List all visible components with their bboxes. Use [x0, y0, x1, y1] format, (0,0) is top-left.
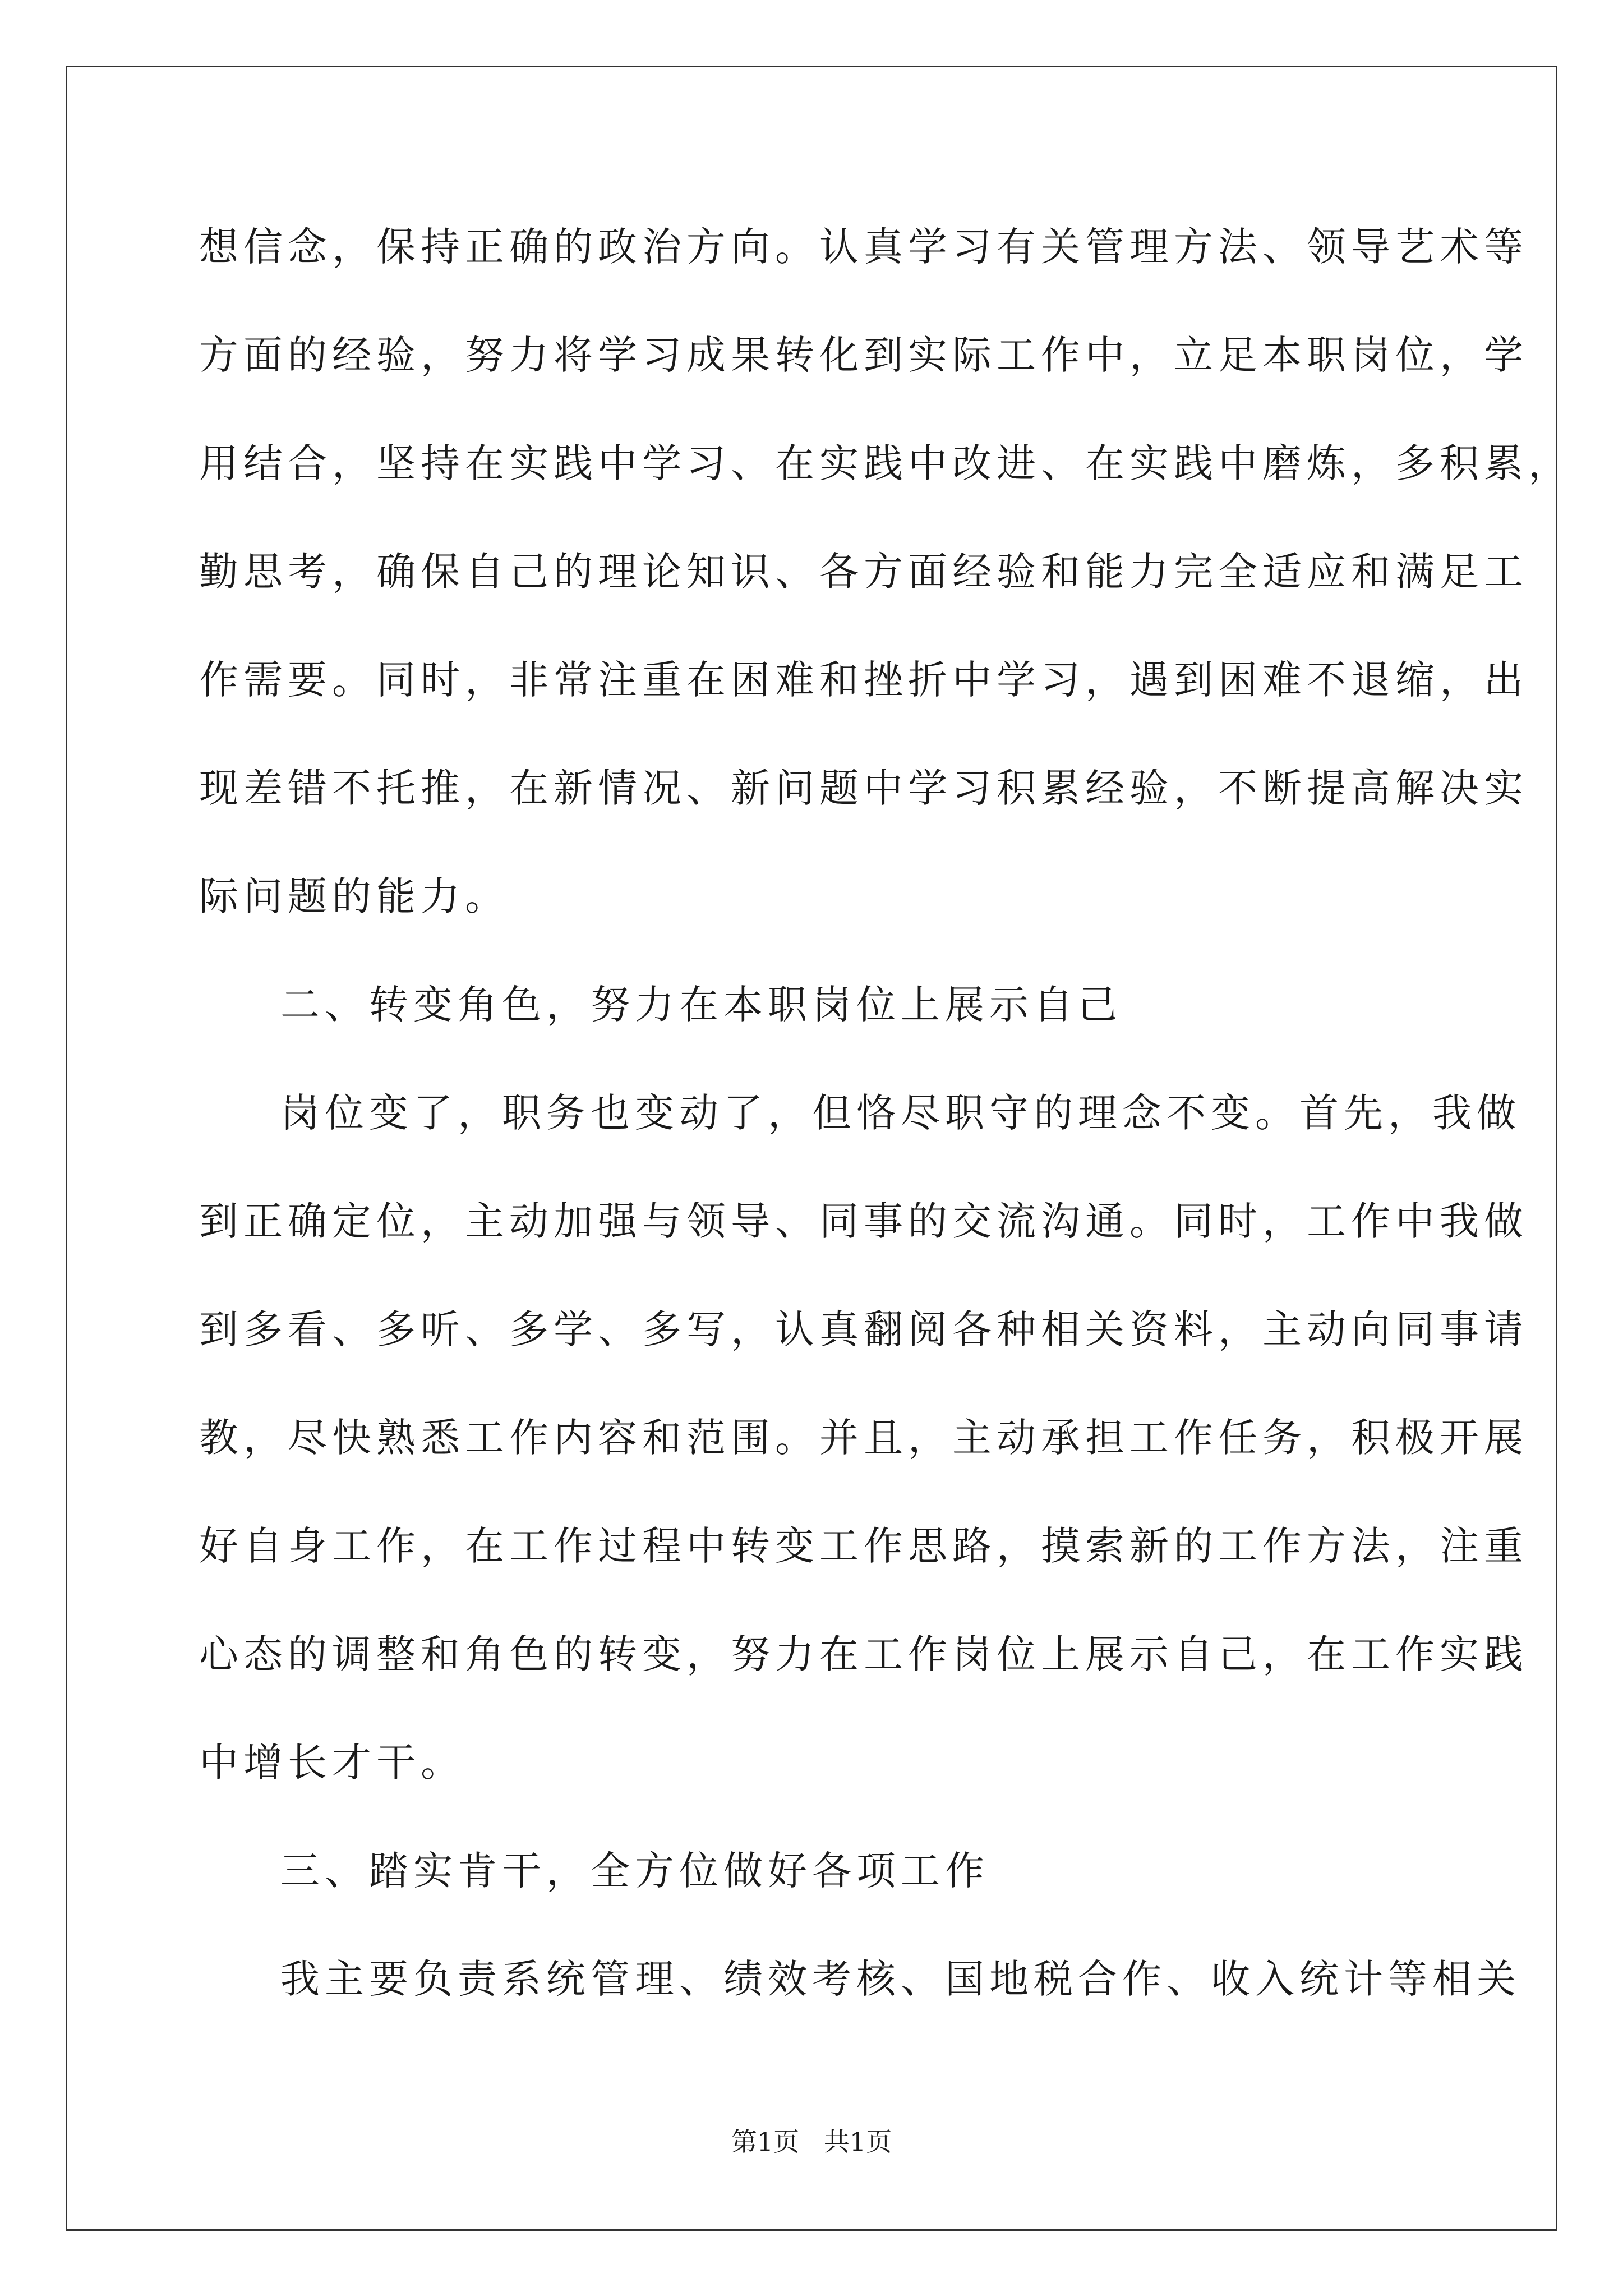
body-line: 心态的调整和角色的转变，努力在工作岗位上展示自己，在工作实践 [199, 1631, 1528, 1677]
body-line: 好自身工作，在工作过程中转变工作思路，摸索新的工作方法，注重 [199, 1523, 1528, 1569]
body-line: 际问题的能力。 [199, 873, 509, 919]
section-heading: 三、踏实肯干，全方位做好各项工作 [280, 1848, 989, 1894]
body-line: 教，尽快熟悉工作内容和范围。并且，主动承担工作任务，积极开展 [199, 1415, 1528, 1461]
body-line: 想信念，保持正确的政治方向。认真学习有关管理方法、领导艺术等 [199, 224, 1528, 270]
page-number-footer: 第1页 共1页 [731, 2127, 892, 2157]
body-line: 到多看、多听、多学、多写，认真翻阅各种相关资料，主动向同事请 [199, 1306, 1528, 1352]
body-line: 到正确定位，主动加强与领导、同事的交流沟通。同时，工作中我做 [199, 1198, 1528, 1244]
body-line: 中增长才干。 [199, 1740, 465, 1786]
section-heading: 二、转变角色，努力在本职岗位上展示自己 [280, 982, 1122, 1028]
body-line: 我主要负责系统管理、绩效考核、国地税合作、收入统计等相关 [280, 1956, 1521, 2002]
body-line: 方面的经验，努力将学习成果转化到实际工作中，立足本职岗位，学 [199, 332, 1528, 378]
body-line: 现差错不托推，在新情况、新问题中学习积累经验，不断提高解决实 [199, 765, 1528, 811]
body-line: 勤思考，确保自己的理论知识、各方面经验和能力完全适应和满足工 [199, 549, 1528, 595]
body-line: 用结合，坚持在实践中学习、在实践中改进、在实践中磨炼，多积累， [199, 440, 1573, 486]
page-border [66, 66, 1573, 2231]
body-line: 岗位变了，职务也变动了，但恪尽职守的理念不变。首先，我做 [280, 1090, 1521, 1136]
body-line: 作需要。同时，非常注重在困难和挫折中学习，遇到困难不退缩，出 [199, 657, 1528, 703]
